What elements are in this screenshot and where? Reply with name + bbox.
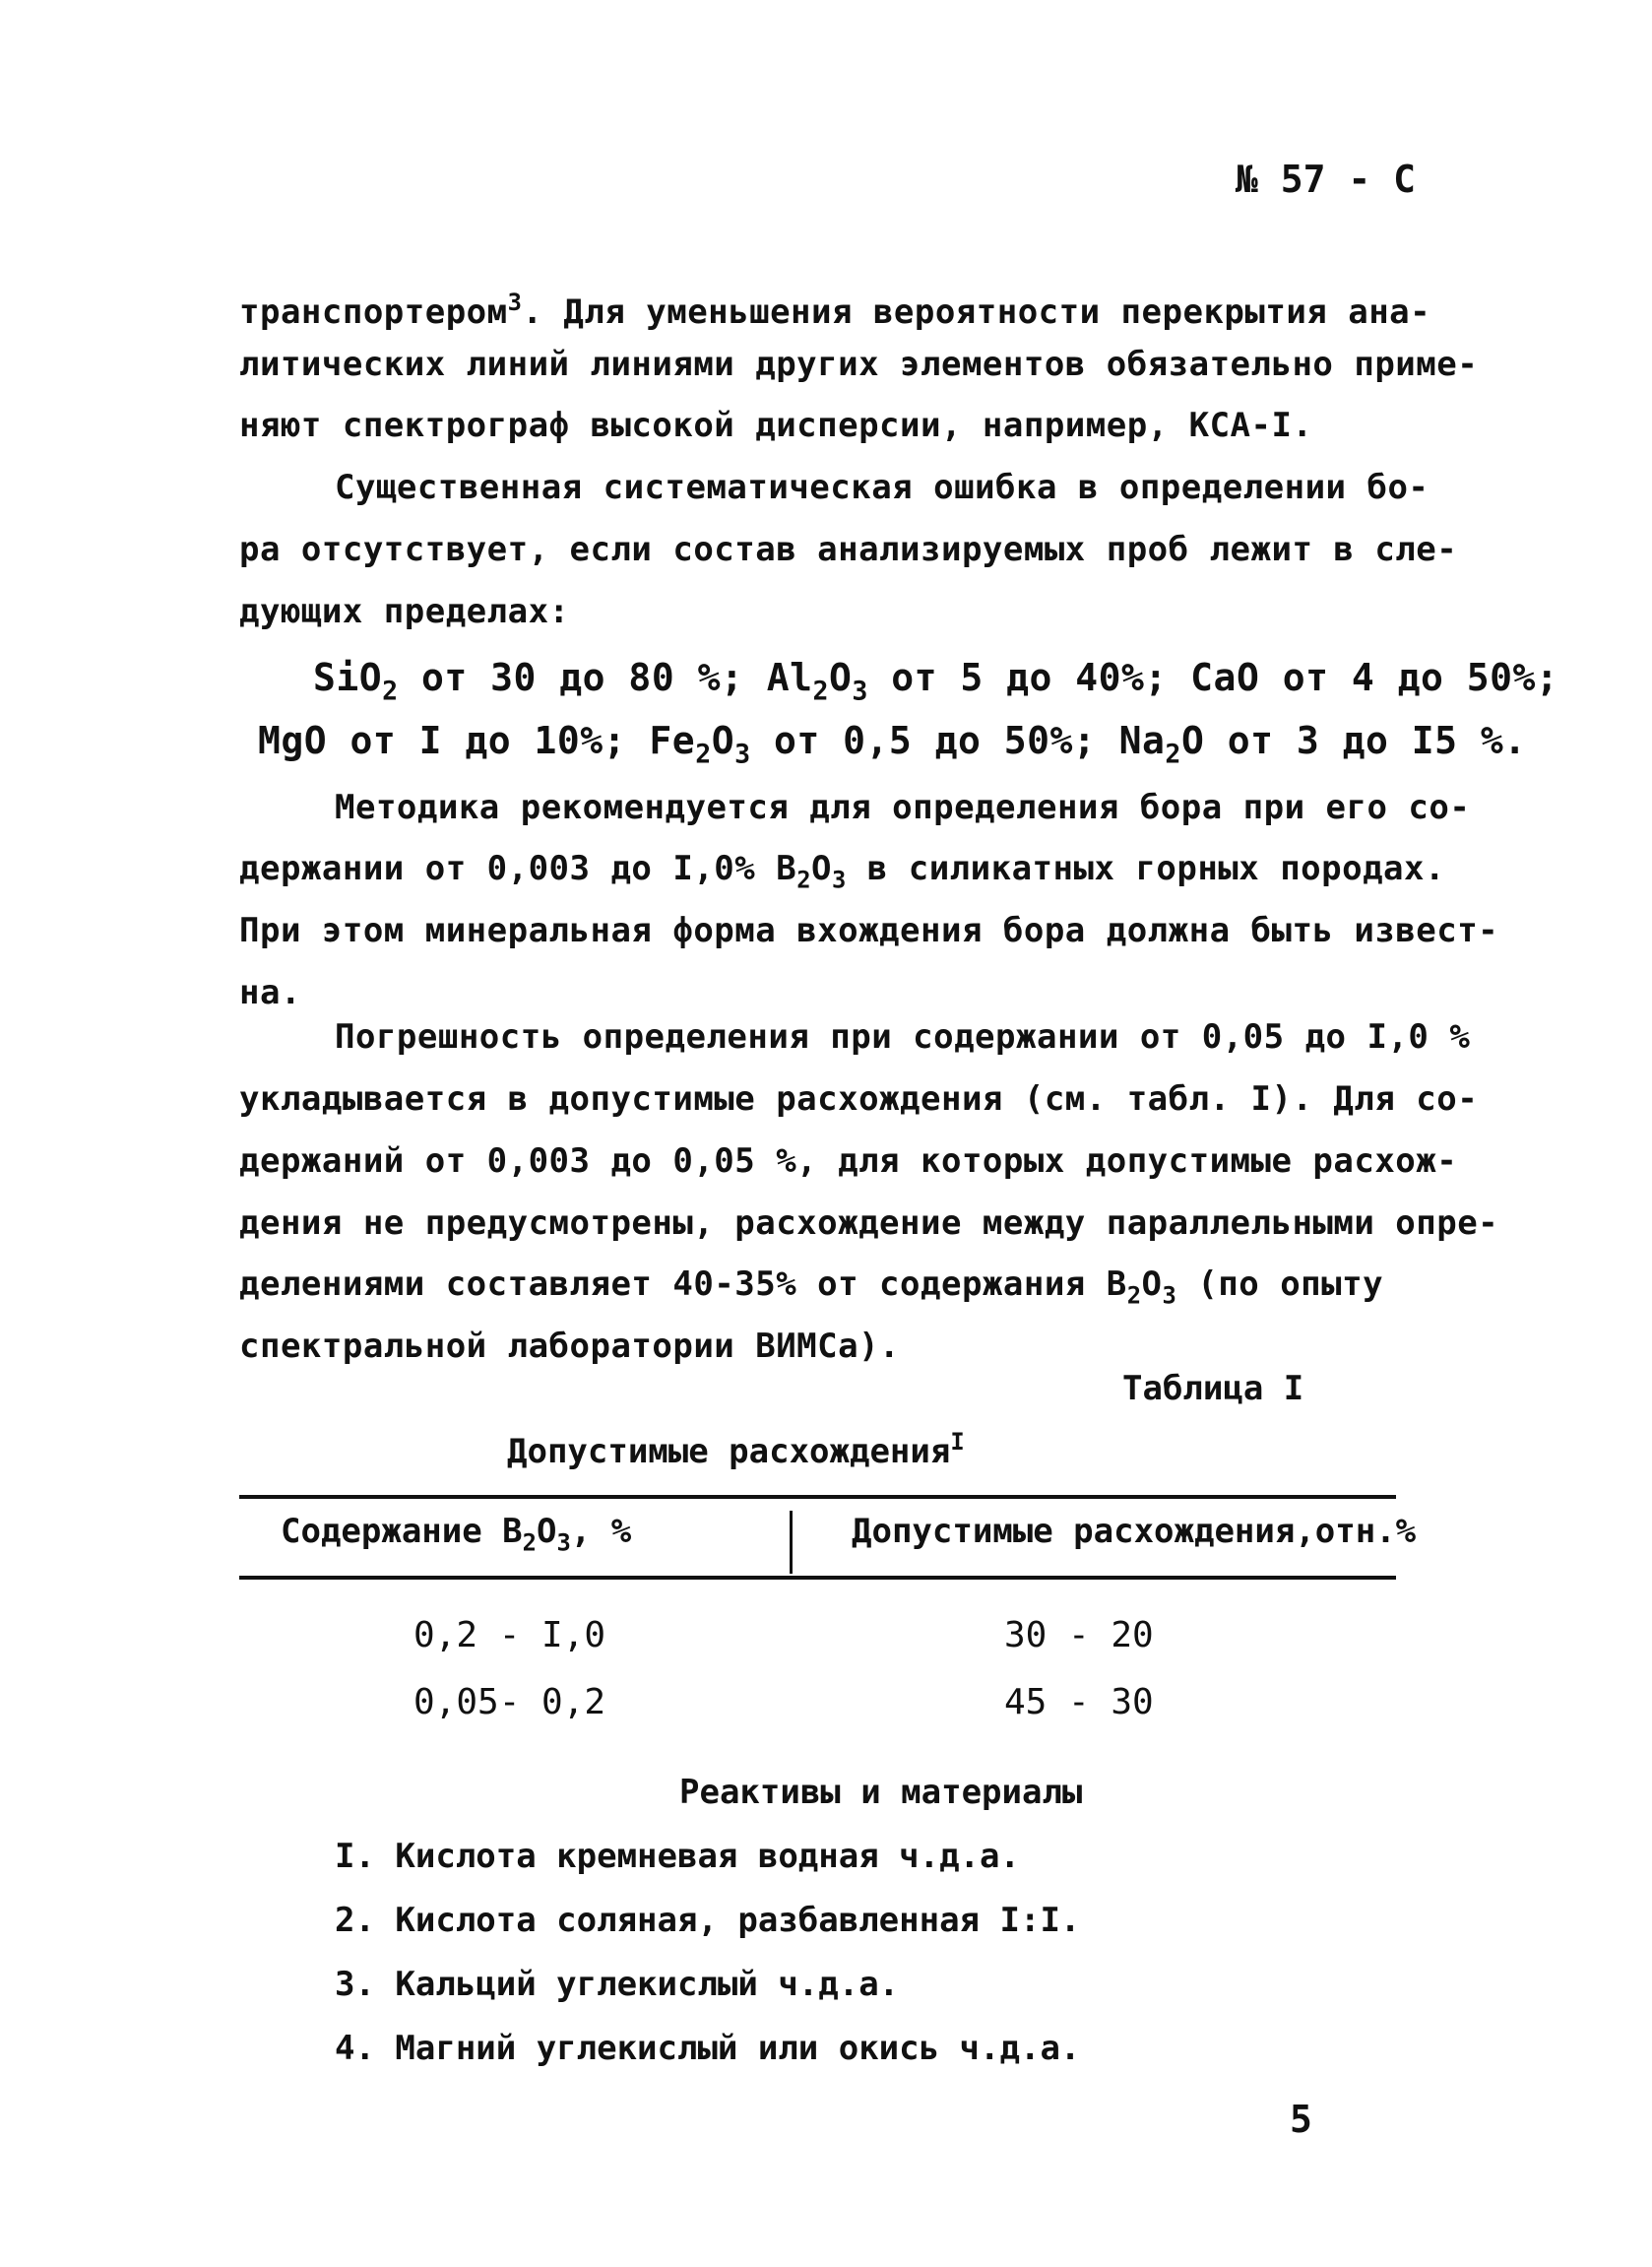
footnote-marker: I bbox=[950, 1428, 965, 1456]
paragraph-line: литических линий линиями других элементов обязательно приме- bbox=[239, 345, 1479, 384]
paragraph-line: на. bbox=[239, 973, 301, 1012]
text-fragment: Содержание B bbox=[281, 1512, 523, 1551]
text-fragment: O bbox=[1141, 1264, 1163, 1304]
text-fragment: O bbox=[711, 719, 735, 762]
paragraph-line bbox=[239, 1264, 1383, 1315]
list-item: 4. Магний углекислый или окись ч.д.а. bbox=[335, 2029, 1081, 2068]
subscript: 3 bbox=[1162, 1281, 1177, 1310]
subscript: 2 bbox=[1126, 1281, 1142, 1310]
list-item: 2. Кислота соляная, разбавленная I:I. bbox=[335, 1901, 1081, 1940]
paragraph-line: спектральной лаборатории ВИМСа). bbox=[239, 1327, 901, 1366]
text-fragment: . Для уменьшения вероятности перекрытия ана- bbox=[522, 292, 1431, 333]
text-fragment: делениями составляет 40-35% от содержания B bbox=[239, 1264, 1127, 1304]
text-fragment: O от 3 до I5 %. bbox=[1180, 719, 1527, 762]
paragraph-line: держаний от 0,003 до 0,05 %, для которых допустимые расхож- bbox=[239, 1141, 1458, 1181]
subscript: 3 bbox=[852, 676, 868, 707]
text-fragment: от 0,5 до 50%; Na bbox=[750, 719, 1166, 762]
text-fragment: MgO от I до 10%; Fe bbox=[258, 719, 696, 762]
text-fragment: в силикатных горных породах. bbox=[846, 849, 1445, 888]
page-number: 5 bbox=[1290, 2098, 1312, 2141]
table-header-content bbox=[281, 1512, 631, 1556]
caption-text: Допустимые расхождения bbox=[507, 1432, 951, 1472]
table-header-deviation: Допустимые расхождения,отн.% bbox=[852, 1512, 1417, 1551]
paragraph-line: Методика рекомендуется для определения бора при его со- bbox=[335, 788, 1471, 827]
paragraph-line: При этом минеральная форма вхождения бора должна быть извест- bbox=[239, 911, 1499, 950]
footnote-marker: 3 bbox=[507, 289, 523, 316]
subscript: 2 bbox=[382, 676, 399, 707]
text-fragment: транспортером bbox=[239, 292, 508, 333]
table-column-divider bbox=[790, 1511, 793, 1574]
subscript: 2 bbox=[812, 676, 829, 707]
text-fragment: O bbox=[536, 1512, 557, 1551]
table-cell-deviation: 30 - 20 bbox=[1004, 1615, 1154, 1655]
paragraph-line bbox=[239, 849, 1445, 899]
paragraph-line: Погрешность определения при содержании от 0,05 до I,0 % bbox=[335, 1017, 1471, 1057]
subscript: 2 bbox=[796, 866, 812, 894]
table-cell-content: 0,05- 0,2 bbox=[413, 1682, 606, 1722]
list-item: I. Кислота кремневая водная ч.д.а. bbox=[335, 1837, 1020, 1876]
table-top-rule bbox=[239, 1495, 1396, 1499]
table-caption bbox=[507, 1428, 965, 1471]
paragraph-line: ра отсутствует, если состав анализируемых проб лежит в сле- bbox=[239, 530, 1458, 569]
composition-formula bbox=[258, 721, 1527, 774]
text-fragment: держании от 0,003 до I,0% B bbox=[239, 849, 797, 888]
table-cell-content: 0,2 - I,0 bbox=[413, 1615, 606, 1655]
text-fragment: O bbox=[811, 849, 832, 888]
subscript: 2 bbox=[1165, 739, 1181, 770]
list-item: 3. Кальций углекислый ч.д.а. bbox=[335, 1965, 900, 2004]
table-number: Таблица I bbox=[1122, 1369, 1304, 1408]
text-fragment: SiO bbox=[313, 656, 383, 699]
composition-formula bbox=[313, 658, 1558, 711]
text-fragment: , % bbox=[570, 1512, 632, 1551]
subscript: 3 bbox=[556, 1528, 571, 1557]
table-cell-deviation: 45 - 30 bbox=[1004, 1682, 1154, 1722]
subscript: 3 bbox=[832, 866, 847, 894]
document-code: № 57 - С bbox=[1236, 158, 1417, 201]
text-fragment: (по опыту bbox=[1176, 1264, 1384, 1304]
paragraph-line: дения не предусмотрены, расхождение между параллельными опре- bbox=[239, 1203, 1499, 1243]
paragraph-line: няют спектрограф высокой дисперсии, например, КСА-I. bbox=[239, 406, 1313, 445]
text-fragment: от 5 до 40%; CaO от 4 до 50%; bbox=[867, 656, 1559, 699]
table-header-rule bbox=[239, 1576, 1396, 1580]
subscript: 2 bbox=[695, 739, 712, 770]
paragraph-line: Существенная систематическая ошибка в определении бо- bbox=[335, 468, 1430, 507]
subscript: 3 bbox=[734, 739, 751, 770]
text-fragment: от 30 до 80 %; Al bbox=[398, 656, 813, 699]
paragraph-line: дующих пределах: bbox=[239, 592, 570, 631]
paragraph-line bbox=[239, 283, 1430, 332]
text-fragment: O bbox=[828, 656, 853, 699]
paragraph-line: укладывается в допустимые расхождения (см. табл. I). Для со- bbox=[239, 1079, 1479, 1119]
section-heading: Реактивы и материалы bbox=[679, 1773, 1083, 1812]
subscript: 2 bbox=[522, 1528, 537, 1557]
